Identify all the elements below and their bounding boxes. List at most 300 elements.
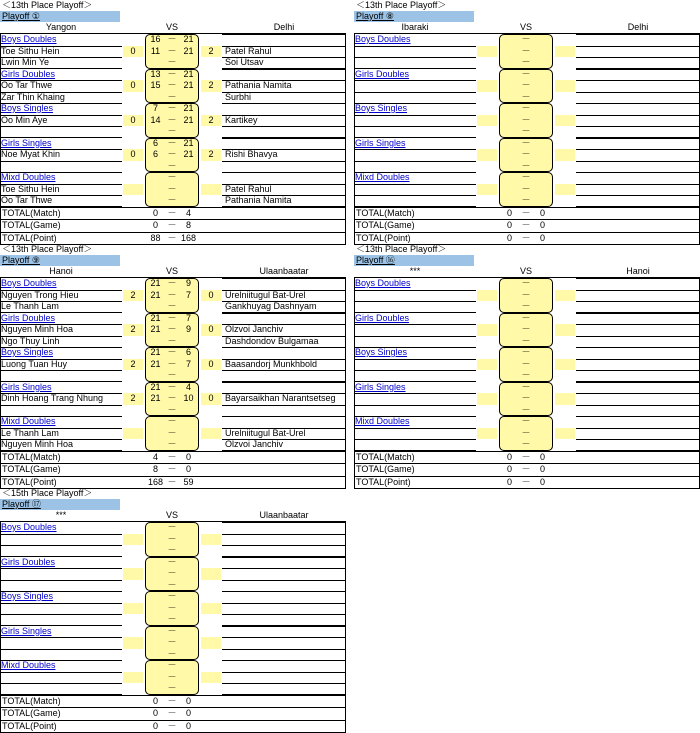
- score-dash: －: [521, 301, 531, 311]
- total-label: TOTAL(Point): [2, 720, 57, 731]
- left-team-name: Hanoi: [49, 266, 73, 276]
- right-game-score: [178, 522, 199, 534]
- right-games-won: [201, 672, 221, 684]
- left-game-score: [499, 57, 520, 69]
- left-games-won: [477, 115, 497, 127]
- left-player-name: Toe Sithu Hein: [1, 45, 60, 56]
- right-player-name: Patel Rahul: [225, 183, 272, 194]
- match-block: [0, 278, 346, 313]
- category-link[interactable]: Girls Singles: [1, 381, 52, 392]
- left-player-name: [1, 580, 119, 592]
- right-game-score: [178, 649, 199, 661]
- right-game-score: 7: [185, 289, 191, 300]
- team-header: [0, 510, 346, 521]
- right-game-score: [178, 534, 199, 546]
- right-game-score: [532, 336, 553, 348]
- total-row: [0, 695, 346, 708]
- left-player-name: [1, 614, 119, 626]
- team-header: [354, 266, 700, 277]
- score-dash: －: [167, 522, 177, 532]
- right-team-name: Delhi: [627, 22, 649, 32]
- match-block: [0, 416, 346, 451]
- left-player-name: [1, 405, 119, 417]
- right-game-score: [178, 126, 199, 138]
- playoff-label[interactable]: Playoff ⑯: [354, 255, 474, 266]
- total-dash: －: [521, 451, 531, 462]
- total-label: TOTAL(Match): [2, 695, 61, 706]
- left-game-score: 7: [152, 103, 158, 113]
- panel-title: ＜13th Place Playoff＞: [356, 0, 447, 10]
- right-game-score: 21: [183, 68, 194, 79]
- score-dash: －: [521, 312, 531, 323]
- category-link[interactable]: Boys Doubles: [1, 278, 57, 288]
- score-dash: －: [167, 195, 177, 205]
- total-row: [0, 232, 346, 245]
- category-link[interactable]: Boys Doubles: [355, 34, 411, 44]
- left-games-won: 0: [123, 80, 143, 92]
- left-games-won: [477, 46, 497, 58]
- right-player-name: [223, 370, 347, 382]
- left-game-score: [499, 149, 520, 161]
- left-game-score: 14: [150, 114, 161, 125]
- left-game-score: [145, 522, 166, 534]
- score-dash: －: [167, 637, 177, 647]
- right-player-name: [577, 126, 700, 138]
- left-game-score: [145, 545, 166, 557]
- right-game-score: [532, 439, 553, 451]
- right-player-name: Dashdondov Bulgamaa: [225, 335, 319, 346]
- left-game-score: [499, 46, 520, 58]
- match-block: [354, 103, 700, 138]
- left-games-won: [477, 149, 497, 161]
- left-total: 4: [152, 451, 158, 462]
- left-games-won: 0: [123, 115, 143, 127]
- total-label: TOTAL(Point): [2, 232, 57, 243]
- right-game-score: [178, 301, 199, 313]
- right-game-score: [532, 184, 553, 196]
- score-dash: －: [167, 427, 177, 438]
- total-row: [0, 707, 346, 720]
- match-grid: [354, 33, 700, 245]
- left-player-name: [355, 184, 473, 196]
- right-game-score: [178, 545, 199, 557]
- left-player-name: Nguyen Minh Hoa: [1, 324, 74, 334]
- left-game-score: [499, 347, 520, 359]
- right-player-name: [223, 161, 347, 173]
- category-link[interactable]: Girls Singles: [355, 137, 406, 148]
- left-total: 0: [152, 207, 158, 218]
- right-player-name: [577, 57, 700, 69]
- score-dash: －: [521, 393, 531, 403]
- category-link[interactable]: Boys Singles: [1, 103, 54, 113]
- right-game-score: [178, 557, 199, 569]
- right-game-score: [178, 603, 199, 615]
- left-player-name: [355, 46, 473, 58]
- match-block: [0, 313, 346, 348]
- score-dash: －: [167, 183, 177, 194]
- total-row: [354, 232, 700, 245]
- right-game-score: [178, 405, 199, 417]
- left-game-score: [499, 382, 520, 394]
- left-game-score: 21: [150, 347, 161, 357]
- category-link[interactable]: Mixd Doubles: [1, 172, 56, 182]
- match-grid: [0, 521, 346, 733]
- left-game-score: [499, 428, 520, 440]
- right-game-score: [178, 660, 199, 672]
- category-link[interactable]: Girls Doubles: [1, 68, 56, 79]
- right-game-score: [178, 591, 199, 603]
- left-game-score: [145, 172, 166, 184]
- score-dash: －: [167, 149, 177, 159]
- score-dash: －: [521, 172, 531, 182]
- category-link[interactable]: Boys Singles: [1, 347, 54, 357]
- left-player-name: [355, 324, 473, 336]
- score-dash: －: [167, 347, 177, 357]
- match-block: [0, 591, 346, 626]
- left-game-score: [145, 370, 166, 382]
- match-block: [0, 522, 346, 557]
- total-row: [0, 219, 346, 232]
- score-dash: －: [521, 370, 531, 380]
- total-dash: －: [167, 720, 177, 731]
- right-game-score: [532, 370, 553, 382]
- left-player-name: [355, 370, 473, 382]
- right-player-name: Pathania Namita: [225, 195, 292, 205]
- left-player-name: Le Thanh Lam: [1, 427, 59, 438]
- category-link[interactable]: Boys Singles: [1, 591, 54, 601]
- right-player-name: Gankhuyag Dashnyam: [225, 301, 317, 311]
- right-game-score: [532, 382, 553, 394]
- score-dash: －: [167, 404, 177, 415]
- right-game-score: 4: [185, 381, 191, 392]
- right-total: 0: [539, 464, 545, 474]
- left-games-won: [123, 672, 143, 684]
- right-team-name: Hanoi: [626, 266, 650, 276]
- score-dash: －: [167, 381, 177, 392]
- right-player-name: [577, 46, 700, 58]
- right-games-won: [555, 428, 575, 440]
- right-player-name: Bayarsaikhan Narantsetseg: [225, 393, 336, 403]
- right-game-score: [532, 313, 553, 325]
- match-block: [0, 382, 346, 417]
- playoff-panel: [0, 0, 346, 245]
- right-game-score: [532, 126, 553, 138]
- right-player-name: [223, 649, 347, 661]
- score-dash: －: [521, 126, 531, 136]
- category-link[interactable]: Mixd Doubles: [1, 416, 56, 426]
- right-game-score: [178, 428, 199, 440]
- total-row: [0, 476, 346, 489]
- right-total: 0: [539, 476, 545, 487]
- right-total: 0: [185, 451, 191, 462]
- right-game-score: 21: [183, 137, 194, 148]
- match-block: [0, 172, 346, 207]
- right-player-name: [223, 568, 347, 580]
- right-games-won: 0: [201, 393, 221, 405]
- right-game-score: [178, 672, 199, 684]
- total-label: TOTAL(Match): [2, 451, 61, 462]
- left-games-won: 2: [123, 359, 143, 371]
- left-game-score: [145, 428, 166, 440]
- score-dash: －: [167, 683, 177, 693]
- score-dash: －: [167, 545, 177, 555]
- right-game-score: [532, 301, 553, 313]
- left-games-won: [123, 603, 143, 615]
- left-player-name: Zar Thin Khaing: [1, 91, 65, 102]
- left-game-score: 16: [150, 34, 161, 44]
- left-player-name: [1, 672, 119, 684]
- right-player-name: [577, 393, 700, 405]
- score-dash: －: [167, 103, 177, 113]
- right-game-score: 21: [183, 80, 194, 90]
- right-game-score: [532, 428, 553, 440]
- left-game-score: [499, 80, 520, 92]
- match-block: [0, 557, 346, 592]
- vs-label: VS: [519, 266, 532, 276]
- left-game-score: [145, 416, 166, 428]
- category-link[interactable]: Boys Doubles: [1, 522, 57, 532]
- right-game-score: 21: [183, 149, 194, 159]
- playoff-panel: [354, 0, 700, 245]
- right-player-name: [577, 290, 700, 302]
- left-game-score: [145, 126, 166, 138]
- left-game-score: [499, 69, 520, 81]
- total-label: TOTAL(Game): [2, 464, 61, 474]
- left-game-score: 21: [150, 358, 161, 369]
- score-dash: －: [521, 347, 531, 357]
- right-player-name: [577, 439, 700, 451]
- match-block: [0, 138, 346, 173]
- right-player-name: Baasandorj Munkhbold: [225, 358, 318, 369]
- right-game-score: [532, 115, 553, 127]
- left-player-name: [355, 195, 473, 207]
- left-total: 0: [152, 720, 158, 731]
- score-dash: －: [167, 335, 177, 346]
- score-dash: －: [167, 34, 177, 44]
- left-games-won: 2: [123, 290, 143, 302]
- right-total: 8: [185, 220, 191, 230]
- right-game-score: [532, 290, 553, 302]
- score-dash: －: [167, 625, 177, 636]
- right-games-won: [201, 603, 221, 615]
- category-link[interactable]: Girls Singles: [1, 137, 52, 148]
- score-dash: －: [167, 68, 177, 79]
- vs-label: VS: [519, 22, 532, 32]
- score-dash: －: [167, 556, 177, 567]
- category-link[interactable]: Boys Singles: [355, 347, 408, 357]
- left-game-score: [499, 336, 520, 348]
- left-game-score: [145, 557, 166, 569]
- total-dash: －: [521, 464, 531, 474]
- total-dash: －: [521, 207, 531, 218]
- left-games-won: [123, 184, 143, 196]
- category-link[interactable]: Mixd Doubles: [355, 172, 410, 182]
- right-total: 0: [185, 720, 191, 731]
- score-dash: －: [521, 195, 531, 205]
- left-games-won: [477, 428, 497, 440]
- score-dash: －: [521, 278, 531, 288]
- right-player-name: [577, 149, 700, 161]
- total-label: TOTAL(Game): [2, 708, 61, 718]
- playoff-label[interactable]: Playoff ⑨: [0, 255, 120, 266]
- category-link[interactable]: Girls Doubles: [355, 312, 410, 323]
- left-game-score: [499, 126, 520, 138]
- left-game-score: [145, 534, 166, 546]
- left-player-name: Luong Tuan Huy: [1, 358, 68, 369]
- left-games-won: 2: [123, 324, 143, 336]
- right-player-name: Olzvoi Janchiv: [225, 439, 284, 449]
- category-link[interactable]: Girls Singles: [355, 381, 406, 392]
- right-player-name: [223, 405, 347, 417]
- right-team-name: Delhi: [273, 22, 295, 32]
- match-block: [354, 138, 700, 173]
- right-game-score: [178, 614, 199, 626]
- left-game-score: [499, 34, 520, 46]
- left-game-score: 6: [152, 149, 158, 159]
- left-games-won: [477, 359, 497, 371]
- left-total: 0: [506, 232, 512, 243]
- right-game-score: 21: [183, 103, 194, 113]
- score-dash: －: [521, 289, 531, 300]
- category-link[interactable]: Boys Doubles: [355, 278, 411, 288]
- left-game-score: 11: [150, 45, 161, 56]
- left-player-name: [355, 126, 473, 138]
- right-game-score: [178, 336, 199, 348]
- left-game-score: [499, 103, 520, 115]
- panel-title: ＜15th Place Playoff＞: [2, 488, 93, 498]
- left-game-score: [499, 324, 520, 336]
- right-games-won: 2: [201, 115, 221, 127]
- score-dash: －: [521, 335, 531, 346]
- right-game-score: [178, 683, 199, 695]
- left-game-score: [145, 301, 166, 313]
- left-game-score: [499, 290, 520, 302]
- total-label: TOTAL(Point): [356, 232, 411, 243]
- right-games-won: [555, 184, 575, 196]
- score-dash: －: [167, 416, 177, 426]
- left-game-score: [145, 57, 166, 69]
- right-player-name: Rishi Bhavya: [225, 149, 278, 159]
- category-link[interactable]: Girls Singles: [1, 625, 52, 636]
- left-player-name: [1, 568, 119, 580]
- playoff-label[interactable]: Playoff ⑰: [0, 499, 120, 510]
- right-total: 168: [180, 232, 197, 243]
- left-player-name: Lwin Min Ye: [1, 57, 50, 67]
- left-games-won: 0: [123, 149, 143, 161]
- right-games-won: [555, 359, 575, 371]
- left-game-score: [145, 405, 166, 417]
- category-link[interactable]: Boys Doubles: [1, 34, 57, 44]
- score-dash: －: [167, 614, 177, 624]
- score-dash: －: [167, 57, 177, 67]
- score-dash: －: [167, 671, 177, 682]
- left-game-score: [499, 115, 520, 127]
- left-game-score: [145, 603, 166, 615]
- right-player-name: [223, 545, 347, 557]
- total-row: [0, 207, 346, 220]
- left-games-won: [123, 568, 143, 580]
- left-game-score: [145, 195, 166, 207]
- right-game-score: [532, 195, 553, 207]
- match-block: [354, 382, 700, 417]
- total-dash: －: [167, 207, 177, 218]
- left-game-score: [145, 439, 166, 451]
- total-dash: －: [521, 220, 531, 230]
- score-dash: －: [167, 91, 177, 102]
- right-total: 0: [539, 207, 545, 218]
- right-game-score: [178, 637, 199, 649]
- left-player-name: Oo Tar Thwe: [1, 195, 53, 205]
- left-total: 0: [152, 695, 158, 706]
- left-game-score: [145, 649, 166, 661]
- left-game-score: [499, 313, 520, 325]
- right-game-score: [532, 103, 553, 115]
- right-game-score: [178, 184, 199, 196]
- score-dash: －: [167, 660, 177, 670]
- left-player-name: [1, 649, 119, 661]
- match-block: [0, 103, 346, 138]
- match-block: [354, 172, 700, 207]
- category-link[interactable]: Girls Doubles: [1, 556, 56, 567]
- score-dash: －: [521, 324, 531, 334]
- right-game-score: [532, 92, 553, 104]
- score-dash: －: [167, 602, 177, 613]
- right-game-score: 9: [185, 278, 191, 288]
- playoff-label[interactable]: Playoff ⑧: [354, 11, 474, 22]
- score-dash: －: [167, 568, 177, 578]
- left-game-score: [499, 301, 520, 313]
- score-dash: －: [167, 278, 177, 288]
- left-game-score: [145, 336, 166, 348]
- score-dash: －: [521, 404, 531, 415]
- match-block: [0, 347, 346, 382]
- right-player-name: [223, 126, 347, 138]
- right-games-won: 0: [201, 359, 221, 371]
- category-link[interactable]: Mixd Doubles: [1, 660, 56, 670]
- right-player-name: Kartikey: [225, 114, 258, 125]
- category-link[interactable]: Girls Doubles: [1, 312, 56, 323]
- right-player-name: [577, 184, 700, 196]
- right-games-won: [555, 290, 575, 302]
- left-game-score: 13: [150, 68, 161, 79]
- right-game-score: 10: [183, 393, 194, 403]
- left-game-score: [499, 405, 520, 417]
- left-player-name: [1, 637, 119, 649]
- left-game-score: [499, 195, 520, 207]
- right-games-won: 2: [201, 149, 221, 161]
- category-link[interactable]: Mixd Doubles: [355, 416, 410, 426]
- right-player-name: [577, 405, 700, 417]
- category-link[interactable]: Girls Doubles: [355, 68, 410, 79]
- left-game-score: 21: [150, 278, 161, 288]
- left-games-won: [477, 393, 497, 405]
- right-game-score: [532, 161, 553, 173]
- playoff-label[interactable]: Playoff ①: [0, 11, 120, 22]
- score-dash: －: [521, 427, 531, 438]
- right-player-name: Olzvoi Janchiv: [225, 324, 284, 334]
- right-games-won: [555, 80, 575, 92]
- score-dash: －: [167, 393, 177, 403]
- category-link[interactable]: Boys Singles: [355, 103, 408, 113]
- left-player-name: [355, 92, 473, 104]
- total-row: [0, 451, 346, 464]
- total-row: [354, 451, 700, 464]
- playoff-panel: [0, 244, 346, 489]
- total-row: [0, 720, 346, 733]
- right-player-name: [223, 672, 347, 684]
- left-game-score: [499, 92, 520, 104]
- right-games-won: [201, 428, 221, 440]
